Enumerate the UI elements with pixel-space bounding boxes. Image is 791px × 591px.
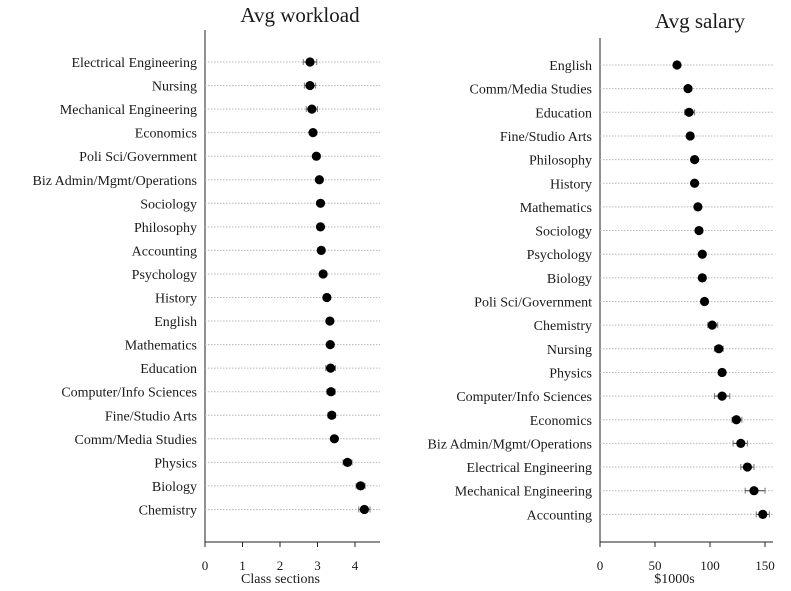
category-label: Biology	[151, 479, 197, 495]
data-point	[317, 246, 326, 255]
data-point	[708, 321, 717, 330]
x-axis-label: Class sections	[241, 572, 320, 587]
category-label: Biz Admin/Mgmt/Operations	[32, 173, 197, 189]
data-point	[326, 387, 335, 396]
category-label: Biz Admin/Mgmt/Operations	[427, 437, 592, 453]
data-point	[319, 269, 328, 278]
data-point	[672, 60, 681, 69]
chart-title: Avg salary	[655, 9, 745, 33]
data-point	[326, 364, 335, 373]
category-label: Accounting	[526, 508, 592, 524]
x-tick-label: 2	[276, 558, 284, 573]
category-label: Philosophy	[528, 153, 592, 169]
data-point	[305, 81, 314, 90]
category-label: Mathematics	[124, 338, 197, 354]
data-point	[749, 486, 758, 495]
data-point	[315, 175, 324, 184]
category-label: Psychology	[526, 248, 592, 264]
category-label: Fine/Studio Arts	[104, 409, 197, 425]
data-point	[360, 505, 369, 514]
category-label: Nursing	[151, 79, 197, 95]
category-label: Computer/Info Sciences	[61, 385, 197, 401]
x-tick-label: 0	[596, 558, 604, 573]
x-tick-label: 100	[700, 558, 720, 573]
chart-panel-1	[33, 3, 381, 587]
category-label: History	[155, 291, 197, 307]
category-label: Chemistry	[138, 503, 197, 519]
data-point	[736, 439, 745, 448]
data-point	[343, 458, 352, 467]
x-axis-label: $1000s	[654, 572, 695, 587]
data-point	[686, 131, 695, 140]
category-label: Chemistry	[533, 319, 592, 335]
data-point	[307, 105, 316, 114]
category-label: Economics	[529, 413, 592, 429]
category-label: Poli Sci/Government	[79, 150, 197, 166]
x-tick-label: 1	[239, 558, 246, 573]
data-point	[316, 199, 325, 208]
x-tick-label: 50	[648, 558, 662, 573]
data-point	[312, 152, 321, 161]
category-label: Computer/Info Sciences	[456, 390, 592, 406]
data-point	[743, 462, 752, 471]
category-label: Nursing	[546, 342, 592, 358]
data-point	[700, 297, 709, 306]
data-point	[330, 434, 339, 443]
data-point	[326, 340, 335, 349]
category-label: Mathematics	[519, 200, 592, 216]
data-point	[308, 128, 317, 137]
data-point	[322, 293, 331, 302]
x-tick-label: 4	[351, 558, 359, 573]
category-label: Psychology	[131, 267, 197, 283]
category-label: Biology	[546, 271, 592, 287]
category-label: Sociology	[535, 224, 592, 240]
x-tick-label: 150	[755, 558, 775, 573]
category-label: Comm/Media Studies	[469, 82, 592, 98]
data-point	[305, 57, 314, 66]
data-point	[698, 273, 707, 282]
data-point	[718, 392, 727, 401]
data-point	[325, 316, 334, 325]
category-label: History	[550, 177, 592, 193]
data-point	[327, 411, 336, 420]
category-label: Physics	[154, 456, 197, 472]
category-label: Economics	[134, 126, 197, 142]
data-point	[685, 108, 694, 117]
category-label: Accounting	[131, 244, 197, 260]
category-label: Philosophy	[133, 220, 197, 236]
category-label: Fine/Studio Arts	[499, 129, 592, 145]
data-point	[693, 202, 702, 211]
data-point	[718, 368, 727, 377]
data-point	[690, 155, 699, 164]
category-label: Electrical Engineering	[71, 56, 197, 71]
data-point	[356, 481, 365, 490]
data-point	[714, 344, 723, 353]
data-point	[732, 415, 741, 424]
category-label: Mechanical Engineering	[454, 484, 592, 500]
data-point	[683, 84, 692, 93]
category-label: Education	[140, 362, 197, 378]
category-label: Comm/Media Studies	[74, 432, 197, 448]
chart-panel-2	[428, 9, 775, 587]
data-point	[698, 250, 707, 259]
data-point	[758, 510, 767, 519]
category-label: Physics	[549, 366, 592, 382]
category-label: Education	[535, 106, 592, 122]
x-tick-label: 3	[314, 558, 321, 573]
category-label: English	[549, 59, 592, 74]
x-tick-label: 0	[201, 558, 209, 573]
data-point	[694, 226, 703, 235]
data-point	[316, 222, 325, 231]
category-label: English	[154, 315, 197, 331]
category-label: Electrical Engineering	[466, 461, 592, 477]
chart-title: Avg workload	[240, 3, 360, 27]
category-label: Poli Sci/Government	[474, 295, 592, 311]
category-label: Mechanical Engineering	[59, 103, 197, 119]
data-point	[690, 179, 699, 188]
category-label: Sociology	[140, 197, 197, 213]
